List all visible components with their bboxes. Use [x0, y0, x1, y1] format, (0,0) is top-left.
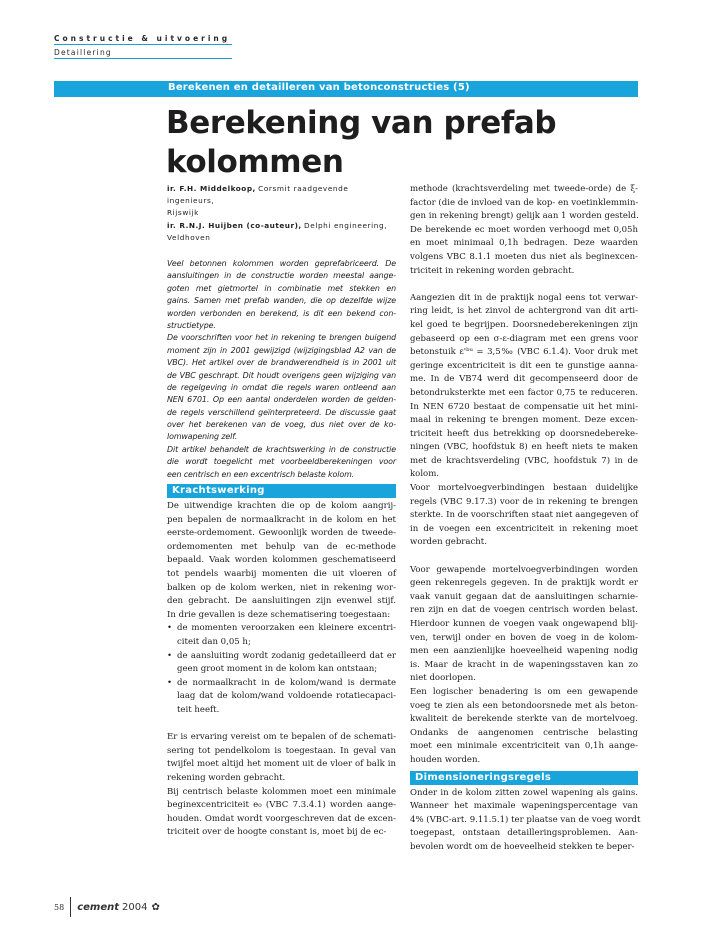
text-line: Een logischer benadering is om een gewapende — [410, 686, 638, 697]
text-line: de VBC geschrapt. Dit houdt overigens geen wijziging van — [167, 370, 396, 380]
text-line: gains. Samen met prefab wanden, die op dezelfde wijze — [167, 296, 396, 306]
intro-text — [167, 258, 396, 481]
text-line: men een aanzienlijke hoeveelheid wapening nodig — [410, 646, 638, 657]
text-line: worden verbonden en berekend, is dit een bekend con- — [167, 308, 396, 318]
author-affiliation: Delphi engineering, — [304, 220, 388, 230]
text-line: factor (die de invloed van de kop- en voetinklemmin- — [410, 197, 639, 208]
text-line: houden. Omdat wordt voorgeschreven dat de excen- — [167, 813, 396, 824]
text-line: Ondanks de aangenomen centrische belasting — [410, 727, 638, 738]
text-line: de regels verschillend geïnterpreteerd. De discussie gaat — [167, 407, 396, 417]
bullet-list — [167, 622, 396, 717]
text-line: me. In de VB74 werd dit gecompenseerd door de — [410, 374, 638, 385]
text-line: met de krachtsverdeling (VBC, hoofdstuk 7) in de — [410, 455, 638, 466]
text-line: triciteit heeft dus betrekking op doorsnedebereke- — [410, 428, 638, 439]
text-line: toegepast, ontstaan detailleringsproblemen. Aan- — [410, 828, 638, 839]
list-item — [167, 650, 396, 677]
section-label: Constructie & uitvoering — [54, 34, 231, 43]
author-location: Veldhoven — [167, 232, 211, 242]
text-line: ordemomenten met behulp van de eᴄ-methode — [167, 541, 396, 552]
text-line: methode (krachtsverdeling met tweede-orde) de ξ- — [410, 184, 638, 194]
section-heading: Dimensioneringsregels — [410, 771, 638, 785]
section-heading: Krachtswerking — [167, 484, 396, 498]
author-location: Rijswijk — [167, 208, 199, 218]
text-line: en moet minimaal 0,1h bedragen. Deze waarden — [410, 238, 638, 249]
title-line: kolommen — [166, 144, 344, 180]
text-line: De berekende eᴄ moet worden verhoogd met 0,05h — [410, 224, 638, 235]
column-right — [410, 183, 641, 855]
text-line: lomwapening zelf. — [167, 432, 238, 442]
text-line: Hierdoor kunnen de voegen vaak ongewapend blij- — [410, 619, 638, 629]
text-line: triciteit over de hoogte constant is, moet bij de eᴄ- — [167, 827, 387, 838]
series-title: Berekenen en detailleren van betonconstructies (5) — [168, 82, 470, 93]
text-line: teit heeft. — [177, 704, 220, 715]
text-line: De uitwendige krachten die op de kolom aangrij- — [167, 501, 396, 512]
text-line: Voor gewapende mortelvoegverbindingen worden — [410, 564, 638, 575]
divider — [54, 44, 232, 45]
text-line: bepaald. Vaak worden kolommen geschematiseerd — [167, 555, 396, 566]
text-line: kolom. — [410, 469, 440, 480]
title-line: Berekening van prefab — [166, 105, 557, 141]
text-line: triciteit in rekening worden gebracht. — [410, 265, 575, 276]
text-line: Veel betonnen kolommen worden geprefabriceerd. De — [167, 259, 396, 269]
list-item — [167, 677, 396, 718]
text-line: Wanneer het maximale wapeningspercentage van — [410, 801, 638, 812]
text-line: Voor mortelvoegverbindingen bestaan duidelijke — [410, 483, 638, 494]
text-line: citeit dan 0,05 h; — [177, 636, 251, 647]
page-number: 58 — [54, 903, 65, 912]
author-block — [167, 183, 396, 244]
text-line: sterkte. In de voorschriften staat niet aangegeven of — [410, 510, 639, 521]
text-line: den gebracht. De aansluitingen zijn evenwel stijf. — [167, 596, 396, 607]
text-line: vaak vanuit gegaan dat de aansluitingen scharnie- — [410, 591, 638, 602]
text-line: VBC). Het artikel over de brandwerendheid is in 2001 uit — [167, 358, 396, 368]
text-line: structietype. — [167, 320, 216, 330]
text-line: ring leidt, is het zinvol de achtergrond van dit arti- — [410, 306, 638, 317]
text-line: maal in rekening te brengen moment. Deze excen- — [410, 415, 638, 426]
text-line: beginexcentriciteit e₀ (VBC 7.3.4.1) worden aange- — [167, 800, 396, 811]
author-affiliation: Corsmit raadgevende ingenieurs, — [167, 184, 349, 206]
text-line: betondruksterkte met een factor 0,75 te reduceren. — [410, 387, 638, 398]
text-line: Er is ervaring vereist om te bepalen of de schemati- — [167, 732, 396, 743]
text-line: de regelgeving in omdat die regels waren ontleend aan — [167, 382, 396, 392]
text-line: niet doorlopen. — [410, 673, 476, 684]
text-line: moment zijn in 2001 gewijzigd (wijzigingsblad A2 van de — [167, 345, 396, 355]
magazine-name: cement — [77, 902, 119, 913]
text-line: De voorschriften voor het in rekening te brengen buigend — [167, 333, 396, 343]
text-line: Aangezien dit in de praktijk nogal eens tot verwar- — [410, 292, 638, 303]
text-line: balken op de kolom werken, niet in rekening wor- — [167, 582, 396, 593]
text-line: goten met gietmortel in combinatie met stekken en — [167, 283, 396, 293]
text-line: een centrisch en een excentrisch belaste kolom. — [167, 469, 355, 479]
paragraph — [410, 292, 638, 550]
text-line: • de normaalkracht in de kolom/wand is dermate — [177, 677, 396, 688]
author-line — [167, 183, 396, 207]
text-line: gebaseerd op een σ-ε-diagram met een grens voor — [410, 333, 638, 344]
divider — [70, 897, 71, 917]
text-line: over het berekenen van de voeg, dus niet over de ko- — [167, 420, 396, 430]
text-line: In drie gevallen is deze schematisering toegestaan: — [167, 609, 391, 620]
text-line: Dit artikel behandelt de krachtswerking in de constructie — [167, 444, 396, 454]
text-line: geen rekenregels gegeven. In de praktijk wordt er — [410, 578, 638, 589]
text-line: gen in rekening brengt) gelijk aan 1 worden gesteld. — [410, 211, 639, 222]
text-line: aansluitingen in de constructie worden meestal aange- — [167, 271, 396, 281]
issue-year: 2004 — [122, 902, 148, 913]
text-line: ven, terwijl onder en boven de voeg in de kolom- — [410, 632, 638, 643]
author-name: ir. F.H. Middelkoop, — [167, 184, 256, 193]
text-line: twijfel moet altijd het moment uit de vloer of balk in — [167, 759, 396, 770]
text-line: houden worden. — [410, 754, 481, 765]
text-line: • de aansluiting wordt zodanig gedetailleerd dat er — [177, 650, 396, 661]
paragraph — [410, 183, 638, 278]
author-name: ir. R.N.J. Huijben (co-auteur), — [167, 220, 302, 230]
text-line: worden gebracht. — [410, 537, 487, 548]
text-line: tot pendels waarbij momenten die uit vloeren of — [167, 569, 396, 580]
page-footer — [54, 897, 160, 917]
text-line: Onder in de kolom zitten zowel wapening als gains. — [410, 787, 638, 798]
text-line: voeg te zien als een betondoorsnede met als beton- — [410, 700, 638, 711]
text-line: eerste-ordemoment. Gewoonlijk worden de tweede- — [167, 528, 396, 539]
text-line: betonstuik ε'ᵇᵘ = 3,5‰ (VBC 6.1.4). Voor druk met — [410, 347, 638, 358]
text-line: moet een minimale excentriciteit van 0,1h aange- — [410, 741, 638, 752]
text-line: is. Maar de kracht in de wapeningsstaven kan zo — [410, 659, 638, 670]
text-line: in de voegen een excentriciteit in rekening moet — [410, 523, 638, 534]
text-line: 4% (VBC-art. 9.11.5.1) ter plaatse van de voeg wordt — [410, 814, 641, 825]
text-line: NEN 6701. Op een aantal onderdelen worden de gelden- — [167, 395, 396, 405]
text-line: volgens VBC 8.1.1 moeten dus niet als beginexcen- — [410, 251, 638, 262]
text-line: ren zijn en dat de voegen centrisch worden belast. — [410, 605, 638, 616]
text-line: In NEN 6720 bestaat de compensatie uit het mini- — [410, 401, 638, 412]
article-title — [166, 104, 626, 182]
paragraph — [410, 564, 638, 768]
paragraph — [167, 731, 396, 840]
text-line: geringe excentriciteit is dit een te gunstige aanna- — [410, 360, 638, 371]
text-line: die wordt toegelicht met voorbeeldberekeningen voor — [167, 457, 396, 467]
text-line: Bij centrisch belaste kolommen moet een minimale — [167, 786, 396, 797]
text-line: rekening worden gebracht. — [167, 772, 286, 783]
text-line: bevolen wordt om de hoeveelheid stekken te beper- — [410, 841, 635, 852]
text-line: sering tot pendelkolom is toegestaan. In geval van — [167, 745, 396, 756]
author-line — [167, 220, 396, 232]
subsection-label: Detaillering — [54, 48, 112, 57]
paragraph — [167, 500, 396, 622]
text-line: regels (VBC 9.17.3) voor de in rekening te brengen — [410, 496, 638, 507]
text-line: kel goed te begrijpen. Doorsnedeberekeningen zijn — [410, 319, 638, 330]
text-line: ningen (VBC, hoofdstuk 8) en heeft niets te maken — [410, 442, 638, 453]
list-item — [167, 622, 396, 649]
text-line: • de momenten veroorzaken een kleinere excentri- — [177, 623, 396, 634]
text-line: kwaliteit de berekende sterkte van de mortelvoeg. — [410, 714, 638, 725]
paragraph — [410, 787, 641, 855]
text-line: laag dat de kolom/wand voldoende rotatiecapaci- — [177, 691, 396, 702]
text-line: pen bepalen de normaalkracht in de kolom en het — [167, 514, 396, 525]
column-left — [167, 183, 396, 840]
text-line: geen groot moment in de kolom kan ontstaan; — [177, 664, 378, 675]
flower-icon: ✿ — [151, 902, 160, 913]
divider — [54, 58, 232, 59]
